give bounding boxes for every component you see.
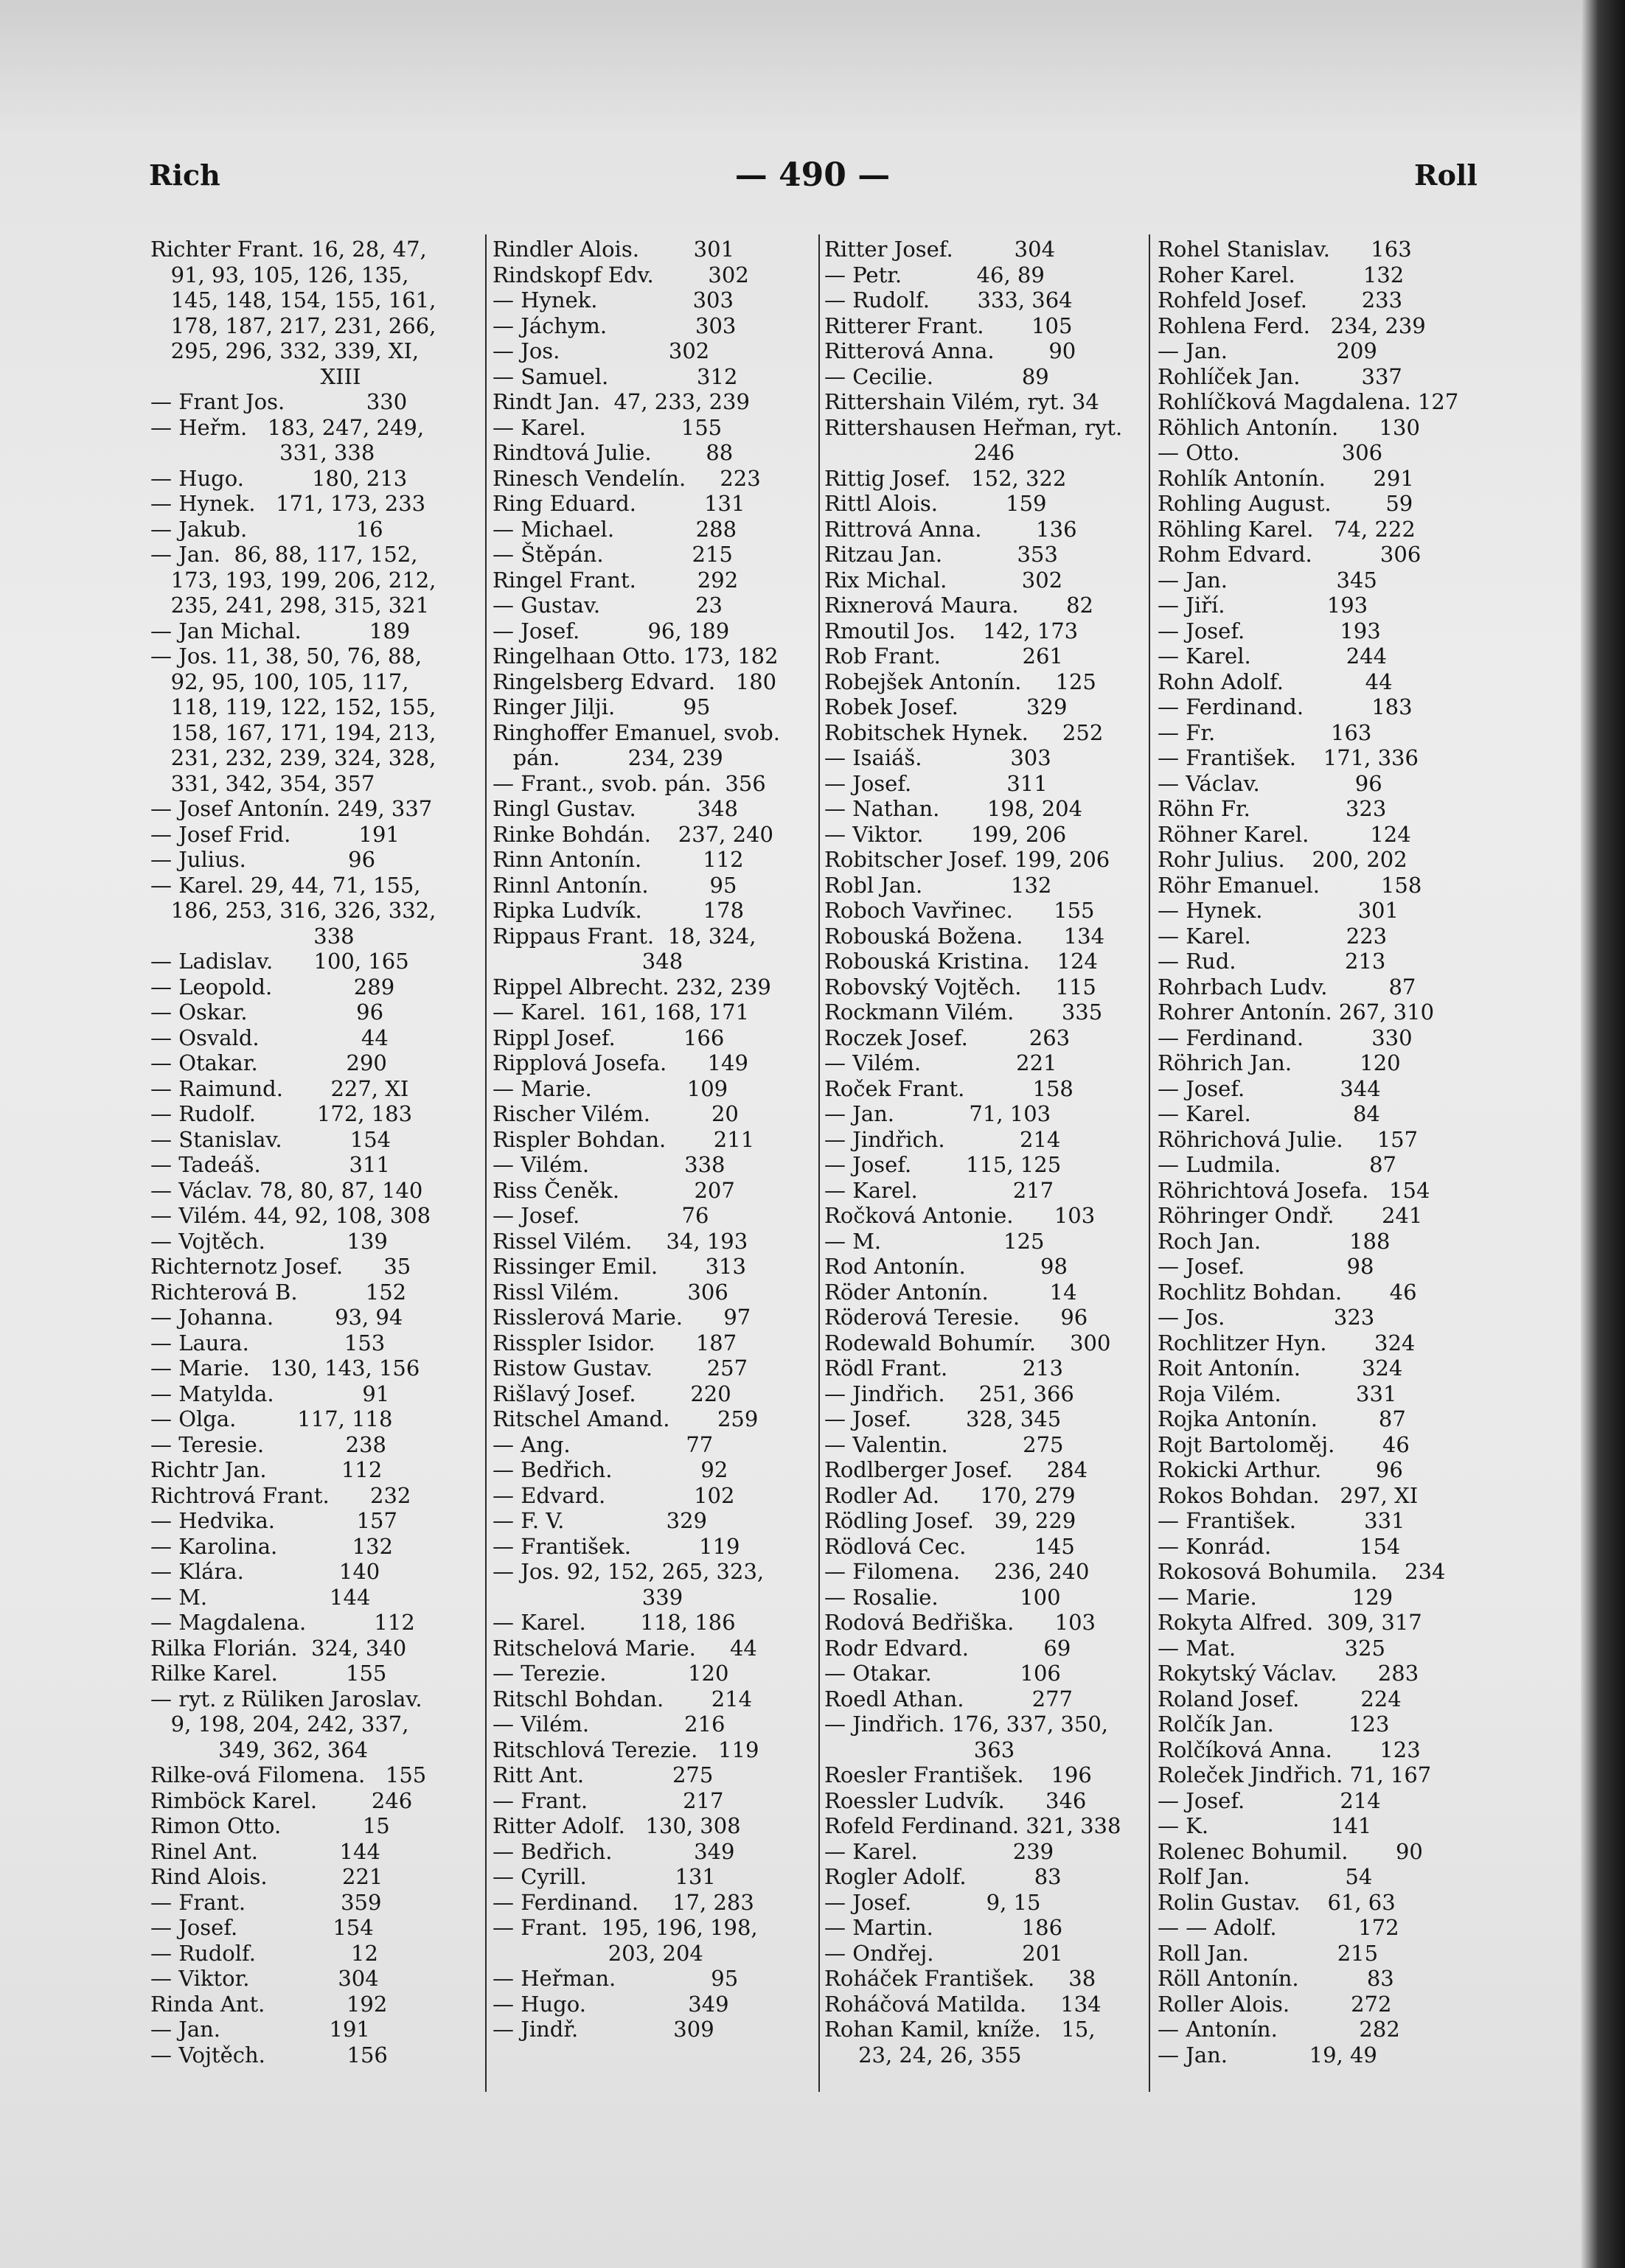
index-entry: Röhn Fr. 323 [1158, 796, 1387, 821]
index-entry: Rixnerová Maura. 82 [824, 593, 1093, 618]
index-entry: Rolčík Jan. 123 [1158, 1712, 1390, 1737]
index-entry: — Matylda. 91 [150, 1381, 390, 1406]
index-entry: Rittig Josef. 152, 322 [824, 465, 1067, 491]
index-entry: Ritzau Jan. 353 [824, 542, 1058, 567]
index-entry: 9, 198, 204, 242, 337, [150, 1712, 409, 1737]
index-entry: — Vilém. 44, 92, 108, 308 [150, 1203, 431, 1228]
index-entry: — Vilém. 338 [493, 1152, 725, 1177]
index-entry: Rippl Josef. 166 [493, 1025, 725, 1050]
index-entry: — Josef. 154 [150, 1915, 374, 1940]
index-entry: Rolf Jan. 54 [1158, 1864, 1373, 1889]
index-entry: Robouská Božena. 134 [824, 923, 1105, 949]
index-entry: Richterová B. 152 [150, 1279, 407, 1305]
index-entry: — Leopold. 289 [150, 974, 395, 999]
index-entry: — Karel. 84 [1158, 1101, 1380, 1126]
index-entry: — Vilém. 216 [493, 1712, 725, 1737]
index-entry: — Magdalena. 112 [150, 1610, 415, 1635]
index-entry: Rokytský Václav. 283 [1158, 1661, 1419, 1686]
index-entry: Röhling Karel. 74, 222 [1158, 516, 1416, 542]
index-entry: Rinesch Vendelín. 223 [493, 465, 761, 491]
index-entry: Rod Antonín. 98 [824, 1254, 1068, 1279]
index-entry: Roit Antonín. 324 [1158, 1355, 1403, 1381]
index-entry: — Karel. 223 [1158, 923, 1388, 949]
index-entry: — Antonín. 282 [1158, 2017, 1400, 2042]
index-entry: — Filomena. 236, 240 [824, 1559, 1090, 1584]
index-entry: Rob Frant. 261 [824, 643, 1063, 669]
index-entry: — Oskar. 96 [150, 999, 384, 1025]
index-entry: — Frant. 217 [493, 1787, 724, 1813]
index-entry: — Stanislav. 154 [150, 1126, 392, 1152]
index-entry: — Cyrill. 131 [493, 1864, 716, 1889]
index-entry: Ritterová Anna. 90 [824, 338, 1076, 363]
index-entry: Röhrichtová Josefa. 154 [1158, 1177, 1430, 1203]
index-entry: Rochlitz Bohdan. 46 [1158, 1279, 1417, 1305]
index-entry: Röhner Karel. 124 [1158, 821, 1411, 847]
index-entry: — Ang. 77 [493, 1431, 714, 1457]
index-entry: Rohling August. 59 [1158, 491, 1413, 516]
index-column-4 [1158, 237, 1489, 2068]
index-entry: — Ludmila. 87 [1158, 1152, 1397, 1177]
index-entry: Rilka Florián. 324, 340 [150, 1635, 407, 1661]
index-entry: Robl Jan. 132 [824, 872, 1052, 898]
index-entry: — Jos. 92, 152, 265, 323, [493, 1559, 765, 1584]
index-entry: — Otakar. 106 [824, 1661, 1061, 1686]
index-entry: Roja Vilém. 331 [1158, 1381, 1397, 1406]
index-entry: — Klára. 140 [150, 1559, 380, 1584]
index-entry: Rohlíčková Magdalena. 127 [1158, 389, 1459, 414]
index-entry: Ripplová Josefa. 149 [493, 1050, 748, 1075]
index-entry: Rohrer Antonín. 267, 310 [1158, 999, 1435, 1025]
index-entry: — Jakub. 16 [150, 516, 383, 542]
index-entry: — Ferdinand. 330 [1158, 1025, 1413, 1050]
index-entry: — Josef. 9, 15 [824, 1889, 1041, 1915]
index-entry: — M. 125 [824, 1228, 1045, 1254]
index-entry: Ritterer Frant. 105 [824, 313, 1073, 338]
index-entry: Richter Frant. 16, 28, 47, [150, 237, 427, 262]
index-entry: Rodr Edvard. 69 [824, 1635, 1071, 1661]
index-entry: Roboch Vavřinec. 155 [824, 898, 1095, 923]
index-entry: 118, 119, 122, 152, 155, [150, 694, 436, 719]
index-entry: — Jiří. 193 [1158, 593, 1368, 618]
index-entry: Richtr Jan. 112 [150, 1457, 383, 1482]
index-entry: Robejšek Antonín. 125 [824, 669, 1096, 694]
index-entry: Röhr Emanuel. 158 [1158, 872, 1422, 898]
index-entry: Rippaus Frant. 18, 324, [493, 923, 756, 949]
index-entry: Rišlavý Josef. 220 [493, 1381, 731, 1406]
index-entry: — Štěpán. 215 [493, 542, 733, 567]
index-entry: Risslerová Marie. 97 [493, 1305, 751, 1330]
index-entry: — Viktor. 199, 206 [824, 821, 1067, 847]
index-entry: — Vojtěch. 139 [150, 1228, 388, 1254]
index-entry: — František. 171, 336 [1158, 745, 1419, 770]
index-entry: 339 [493, 1584, 683, 1610]
index-entry: — Jos. 11, 38, 50, 76, 88, [150, 643, 422, 669]
index-entry: — Ladislav. 100, 165 [150, 949, 409, 974]
index-entry: Rix Michal. 302 [824, 567, 1063, 593]
index-entry: — Ondřej. 201 [824, 1940, 1063, 1966]
index-entry: Rohlíček Jan. 337 [1158, 363, 1402, 389]
index-entry: — Viktor. 304 [150, 1966, 379, 1991]
index-entry: — Samuel. 312 [493, 363, 738, 389]
index-entry: Ritschelová Marie. 44 [493, 1635, 757, 1661]
index-entry: Rmoutil Jos. 142, 173 [824, 618, 1079, 643]
index-entry: — Jan. 86, 88, 117, 152, [150, 542, 418, 567]
index-entry: — Jáchym. 303 [493, 313, 737, 338]
running-head-right: Roll [1414, 158, 1478, 192]
index-entry: Rokosová Bohumila. 234 [1158, 1559, 1446, 1584]
index-entry: Rittershausen Heřman, ryt. [824, 414, 1123, 440]
index-entry: Rödling Josef. 39, 229 [824, 1508, 1076, 1533]
index-entry: — Terezie. 120 [493, 1661, 729, 1686]
index-entry: Rittl Alois. 159 [824, 491, 1047, 516]
index-entry: Rodlberger Josef. 284 [824, 1457, 1088, 1482]
index-entry: — Jindřich. 176, 337, 350, [824, 1712, 1109, 1737]
index-entry: Rochlitzer Hyn. 324 [1158, 1330, 1416, 1355]
index-entry: — Karel. 217 [824, 1177, 1054, 1203]
index-entry: — Karel. 118, 186 [493, 1610, 736, 1635]
index-entry: 203, 204 [493, 1940, 703, 1966]
index-entry: Roll Jan. 215 [1158, 1940, 1379, 1966]
index-entry: Ringhoffer Emanuel, svob. [493, 719, 781, 745]
index-entry: — Karel. 239 [824, 1838, 1054, 1864]
index-entry: Rokicki Arthur. 96 [1158, 1457, 1403, 1482]
index-entry: — Julius. 96 [150, 847, 376, 872]
index-entry: Roleček Jindřich. 71, 167 [1158, 1762, 1432, 1787]
index-entry: — F. V. 329 [493, 1508, 707, 1533]
index-column-1 [150, 237, 482, 2068]
index-entry: — Cecilie. 89 [824, 363, 1049, 389]
index-entry: — Karel. 29, 44, 71, 155, [150, 872, 421, 898]
index-entry: Rockmann Vilém. 335 [824, 999, 1103, 1025]
index-entry: pán. 234, 239 [493, 745, 723, 770]
index-entry: 173, 193, 199, 206, 212, [150, 567, 436, 593]
index-entry: Roháček František. 38 [824, 1966, 1096, 1991]
index-entry: Ripka Ludvík. 178 [493, 898, 745, 923]
index-entry: Ritschlová Terezie. 119 [493, 1737, 759, 1762]
index-entry: — Vojtěch. 156 [150, 2042, 388, 2068]
index-entry: Rolčíková Anna. 123 [1158, 1737, 1421, 1762]
index-entry: — Frant Jos. 330 [150, 389, 408, 414]
index-entry: Ringl Gustav. 348 [493, 796, 738, 821]
index-entry: — Hugo. 349 [493, 1991, 729, 2017]
index-entry: Rodová Bedřiška. 103 [824, 1610, 1096, 1635]
index-entry: Roček Frant. 158 [824, 1075, 1074, 1101]
index-entry: Rohlena Ferd. 234, 239 [1158, 313, 1426, 338]
index-entry: 158, 167, 171, 194, 213, [150, 719, 436, 745]
index-entry: 331, 342, 354, 357 [150, 770, 375, 796]
index-entry: Rodewald Bohumír. 300 [824, 1330, 1111, 1355]
index-entry: — ryt. z Rüliken Jaroslav. [150, 1686, 422, 1712]
index-entry: — Hynek. 303 [493, 287, 734, 313]
index-entry: Roessler Ludvík. 346 [824, 1787, 1087, 1813]
index-entry: — Karel. 155 [493, 414, 723, 440]
index-entry: — Jindřich. 251, 366 [824, 1381, 1074, 1406]
index-entry: Rinnl Antonín. 95 [493, 872, 737, 898]
index-entry: — Otto. 306 [1158, 440, 1383, 465]
index-entry: — Konrád. 154 [1158, 1533, 1401, 1559]
index-entry: Rinn Antonín. 112 [493, 847, 744, 872]
index-entry: Röhringer Ondř. 241 [1158, 1203, 1423, 1228]
index-entry: Roch Jan. 188 [1158, 1228, 1391, 1254]
index-entry: Rojt Bartoloměj. 46 [1158, 1431, 1410, 1457]
index-entry: — Josef. 76 [493, 1203, 709, 1228]
index-entry: — Ferdinand. 17, 283 [493, 1889, 754, 1915]
index-entry: Röhrich Jan. 120 [1158, 1050, 1401, 1075]
index-entry: 246 [824, 440, 1015, 465]
index-entry: Rödlová Cec. 145 [824, 1533, 1075, 1559]
index-entry: — Hedvika. 157 [150, 1508, 397, 1533]
index-entry: — Ferdinand. 183 [1158, 694, 1413, 719]
index-entry: — M. 144 [150, 1584, 371, 1610]
index-entry: — Jan. 345 [1158, 567, 1377, 593]
index-entry: — Hynek. 301 [1158, 898, 1399, 923]
index-entry: — Gustav. 23 [493, 593, 723, 618]
index-entry: Rogler Adolf. 83 [824, 1864, 1062, 1889]
index-entry: Rindtová Julie. 88 [493, 440, 734, 465]
index-entry: — Heřm. 183, 247, 249, [150, 414, 425, 440]
index-entry: 178, 187, 217, 231, 266, [150, 313, 436, 338]
index-entry: Ritter Josef. 304 [824, 237, 1056, 262]
index-entry: Rinke Bohdán. 237, 240 [493, 821, 773, 847]
index-entry: — Jindřich. 214 [824, 1126, 1061, 1152]
index-entry: Rokyta Alfred. 309, 317 [1158, 1610, 1422, 1635]
index-entry: — Raimund. 227, XI [150, 1075, 409, 1101]
index-entry: Ročková Antonie. 103 [824, 1203, 1096, 1228]
index-entry: Roczek Josef. 263 [824, 1025, 1071, 1050]
index-entry: — Hugo. 180, 213 [150, 465, 408, 491]
index-entry: Rissel Vilém. 34, 193 [493, 1228, 748, 1254]
index-entry: — Josef. 96, 189 [493, 618, 730, 643]
index-entry: Ringer Jilji. 95 [493, 694, 711, 719]
index-entry: Robouská Kristina. 124 [824, 949, 1098, 974]
index-entry: Richternotz Josef. 35 [150, 1254, 411, 1279]
index-entry: Rippel Albrecht. 232, 239 [493, 974, 771, 999]
index-entry: Riss Čeněk. 207 [493, 1177, 735, 1203]
index-entry: — — Adolf. 172 [1158, 1915, 1399, 1940]
index-entry: — Rudolf. 172, 183 [150, 1101, 413, 1126]
index-entry: — Rudolf. 333, 364 [824, 287, 1073, 313]
index-entry: — Martin. 186 [824, 1915, 1063, 1940]
index-entry: Rind Alois. 221 [150, 1864, 383, 1889]
index-entry: — Rud. 213 [1158, 949, 1386, 974]
index-entry: 349, 362, 364 [150, 1737, 369, 1762]
index-entry: Rilke Karel. 155 [150, 1661, 387, 1686]
index-entry: Rolin Gustav. 61, 63 [1158, 1889, 1396, 1915]
index-entry: — Osvald. 44 [150, 1025, 389, 1050]
index-entry: — Michael. 288 [493, 516, 737, 542]
index-entry: Rohan Kamil, kníže. 15, [824, 2017, 1096, 2042]
index-entry: — Marie. 130, 143, 156 [150, 1355, 420, 1381]
index-entry: 92, 95, 100, 105, 117, [150, 669, 409, 694]
index-entry: — Jindř. 309 [493, 2017, 714, 2042]
index-entry: Rischer Vilém. 20 [493, 1101, 739, 1126]
index-entry: Rispler Bohdan. 211 [493, 1126, 755, 1152]
index-entry: Roesler František. 196 [824, 1762, 1092, 1787]
index-entry: Rinda Ant. 192 [150, 1991, 388, 2017]
index-entry: — Jan. 19, 49 [1158, 2042, 1377, 2068]
index-entry: — Josef. 344 [1158, 1075, 1381, 1101]
index-entry: — Laura. 153 [150, 1330, 386, 1355]
index-entry: Rittrová Anna. 136 [824, 516, 1077, 542]
index-entry: — Otakar. 290 [150, 1050, 387, 1075]
index-entry: — Isaiáš. 303 [824, 745, 1051, 770]
index-entry: Rindt Jan. 47, 233, 239 [493, 389, 750, 414]
index-entry: — Valentin. 275 [824, 1431, 1064, 1457]
index-entry: — Josef. 214 [1158, 1787, 1381, 1813]
index-entry: — Václav. 96 [1158, 770, 1382, 796]
index-entry: Rohfeld Josef. 233 [1158, 287, 1403, 313]
index-entry: Ring Eduard. 131 [493, 491, 745, 516]
index-entry: — Jan. 209 [1158, 338, 1377, 363]
index-entry: — Mat. 325 [1158, 1635, 1385, 1661]
index-entry: Röhlich Antonín. 130 [1158, 414, 1420, 440]
index-entry: — Josef. 328, 345 [824, 1406, 1062, 1431]
index-entry: Rinel Ant. 144 [150, 1838, 380, 1864]
index-column-2 [493, 237, 824, 2042]
index-entry: Roher Karel. 132 [1158, 262, 1405, 287]
index-entry: — František. 331 [1158, 1508, 1405, 1533]
index-entry: — Bedřich. 349 [493, 1838, 735, 1864]
index-entry: Roháčová Matilda. 134 [824, 1991, 1102, 2017]
index-entry: — Marie. 109 [493, 1075, 728, 1101]
index-entry: — K. 141 [1158, 1813, 1372, 1838]
index-entry: — Jos. 302 [493, 338, 710, 363]
index-entry: 235, 241, 298, 315, 321 [150, 593, 430, 618]
index-entry: Ritt Ant. 275 [493, 1762, 714, 1787]
index-entry: Ritter Adolf. 130, 308 [493, 1813, 741, 1838]
index-entry: Ringel Frant. 292 [493, 567, 739, 593]
index-entry: Rokos Bohdan. 297, XI [1158, 1482, 1419, 1508]
index-entry: — Václav. 78, 80, 87, 140 [150, 1177, 423, 1203]
index-entry: — Hynek. 171, 173, 233 [150, 491, 426, 516]
index-entry: Rohlík Antonín. 291 [1158, 465, 1414, 491]
page-edge-shadow [1581, 0, 1625, 2268]
index-entry: — Heřman. 95 [493, 1966, 739, 1991]
index-entry: Roedl Athan. 277 [824, 1686, 1073, 1712]
index-entry: — Frant. 195, 196, 198, [493, 1915, 758, 1940]
index-entry: — Johanna. 93, 94 [150, 1305, 403, 1330]
index-entry: Ristow Gustav. 257 [493, 1355, 748, 1381]
index-entry: — Karel. 161, 168, 171 [493, 999, 750, 1025]
index-entry: — Fr. 163 [1158, 719, 1372, 745]
index-entry: Ritschl Bohdan. 214 [493, 1686, 753, 1712]
index-entry: Rohrbach Ludv. 87 [1158, 974, 1416, 999]
index-entry: Rofeld Ferdinand. 321, 338 [824, 1813, 1121, 1838]
index-entry: Rittershain Vilém, ryt. 34 [824, 389, 1099, 414]
index-entry: Röder Antonín. 14 [824, 1279, 1077, 1305]
index-entry: — Vilém. 221 [824, 1050, 1057, 1075]
index-entry: Rohr Julius. 200, 202 [1158, 847, 1407, 872]
index-entry: Rojka Antonín. 87 [1158, 1406, 1406, 1431]
index-entry: — Jan. 71, 103 [824, 1101, 1051, 1126]
index-entry: — Jan. 191 [150, 2017, 370, 2042]
index-entry: Röhrichová Julie. 157 [1158, 1126, 1419, 1152]
index-entry: 91, 93, 105, 126, 135, [150, 262, 409, 287]
index-entry: Rolenec Bohumil. 90 [1158, 1838, 1423, 1864]
index-entry: Robitscher Josef. 199, 206 [824, 847, 1110, 872]
index-entry: Rindskopf Edv. 302 [493, 262, 749, 287]
index-entry: XIII [150, 363, 361, 389]
index-entry: Richtrová Frant. 232 [150, 1482, 411, 1508]
index-entry: Ritschel Amand. 259 [493, 1406, 759, 1431]
index-entry: Röll Antonín. 83 [1158, 1966, 1394, 1991]
index-column-3 [824, 237, 1156, 2068]
index-entry: — Rudolf. 12 [150, 1940, 378, 1966]
index-entry: Rodler Ad. 170, 279 [824, 1482, 1076, 1508]
index-entry: — Karolina. 132 [150, 1533, 393, 1559]
index-entry: 231, 232, 239, 324, 328, [150, 745, 436, 770]
index-entry: — Frant., svob. pán. 356 [493, 770, 766, 796]
index-entry: Robek Josef. 329 [824, 694, 1068, 719]
index-entry: Rissinger Emil. 313 [493, 1254, 746, 1279]
index-entry: Röderová Teresie. 96 [824, 1305, 1088, 1330]
index-entry: — Bedřich. 92 [493, 1457, 728, 1482]
index-entry: — Josef. 115, 125 [824, 1152, 1062, 1177]
index-entry: Rindler Alois. 301 [493, 237, 735, 262]
index-entry: Rimböck Karel. 246 [150, 1787, 413, 1813]
index-entry: Rissl Vilém. 306 [493, 1279, 728, 1305]
index-entry: Rödl Frant. 213 [824, 1355, 1063, 1381]
index-entry: Robovský Vojtěch. 115 [824, 974, 1096, 999]
index-entry: 145, 148, 154, 155, 161, [150, 287, 436, 313]
index-entry: — Petr. 46, 89 [824, 262, 1045, 287]
index-entry: — Nathan. 198, 204 [824, 796, 1083, 821]
index-entry: 295, 296, 332, 339, XI, [150, 338, 420, 363]
index-entry: 23, 24, 26, 355 [824, 2042, 1022, 2068]
index-entry: — Jos. 323 [1158, 1305, 1375, 1330]
index-entry: Rohel Stanislav. 163 [1158, 237, 1412, 262]
index-entry: Rilke-ová Filomena. 155 [150, 1762, 427, 1787]
index-entry: Rohm Edvard. 306 [1158, 542, 1422, 567]
index-entry: — František. 119 [493, 1533, 740, 1559]
index-entry: Ringelhaan Otto. 173, 182 [493, 643, 779, 669]
index-entry: — Karel. 244 [1158, 643, 1388, 669]
column-rule [485, 234, 487, 2092]
index-entry: — Jan Michal. 189 [150, 618, 411, 643]
index-entry: — Josef Frid. 191 [150, 821, 400, 847]
index-entry: 348 [493, 949, 683, 974]
index-entry: 363 [824, 1737, 1015, 1762]
index-entry: 331, 338 [150, 440, 375, 465]
index-entry: Rimon Otto. 15 [150, 1813, 390, 1838]
index-entry: — Frant. 359 [150, 1889, 382, 1915]
index-entry: — Tadeáš. 311 [150, 1152, 390, 1177]
index-entry: Risspler Isidor. 187 [493, 1330, 737, 1355]
index-entry: — Josef. 193 [1158, 618, 1381, 643]
running-head-left: Rich [149, 158, 220, 192]
index-entry: — Teresie. 238 [150, 1431, 387, 1457]
index-entry: — Edvard. 102 [493, 1482, 735, 1508]
page-number: — 490 — [734, 156, 891, 194]
index-entry: Roller Alois. 272 [1158, 1991, 1392, 2017]
index-entry: 338 [150, 923, 355, 949]
index-entry: — Josef. 311 [824, 770, 1048, 796]
index-entry: — Josef. 98 [1158, 1254, 1374, 1279]
index-entry: — Marie. 129 [1158, 1584, 1393, 1610]
index-entry: Ringelsberg Edvard. 180 [493, 669, 777, 694]
index-entry: — Rosalie. 100 [824, 1584, 1061, 1610]
index-entry: Roland Josef. 224 [1158, 1686, 1402, 1712]
index-entry: Robitschek Hynek. 252 [824, 719, 1104, 745]
index-entry: — Olga. 117, 118 [150, 1406, 393, 1431]
index-entry: Rohn Adolf. 44 [1158, 669, 1393, 694]
index-entry: — Josef Antonín. 249, 337 [150, 796, 433, 821]
index-entry: 186, 253, 316, 326, 332, [150, 898, 436, 923]
